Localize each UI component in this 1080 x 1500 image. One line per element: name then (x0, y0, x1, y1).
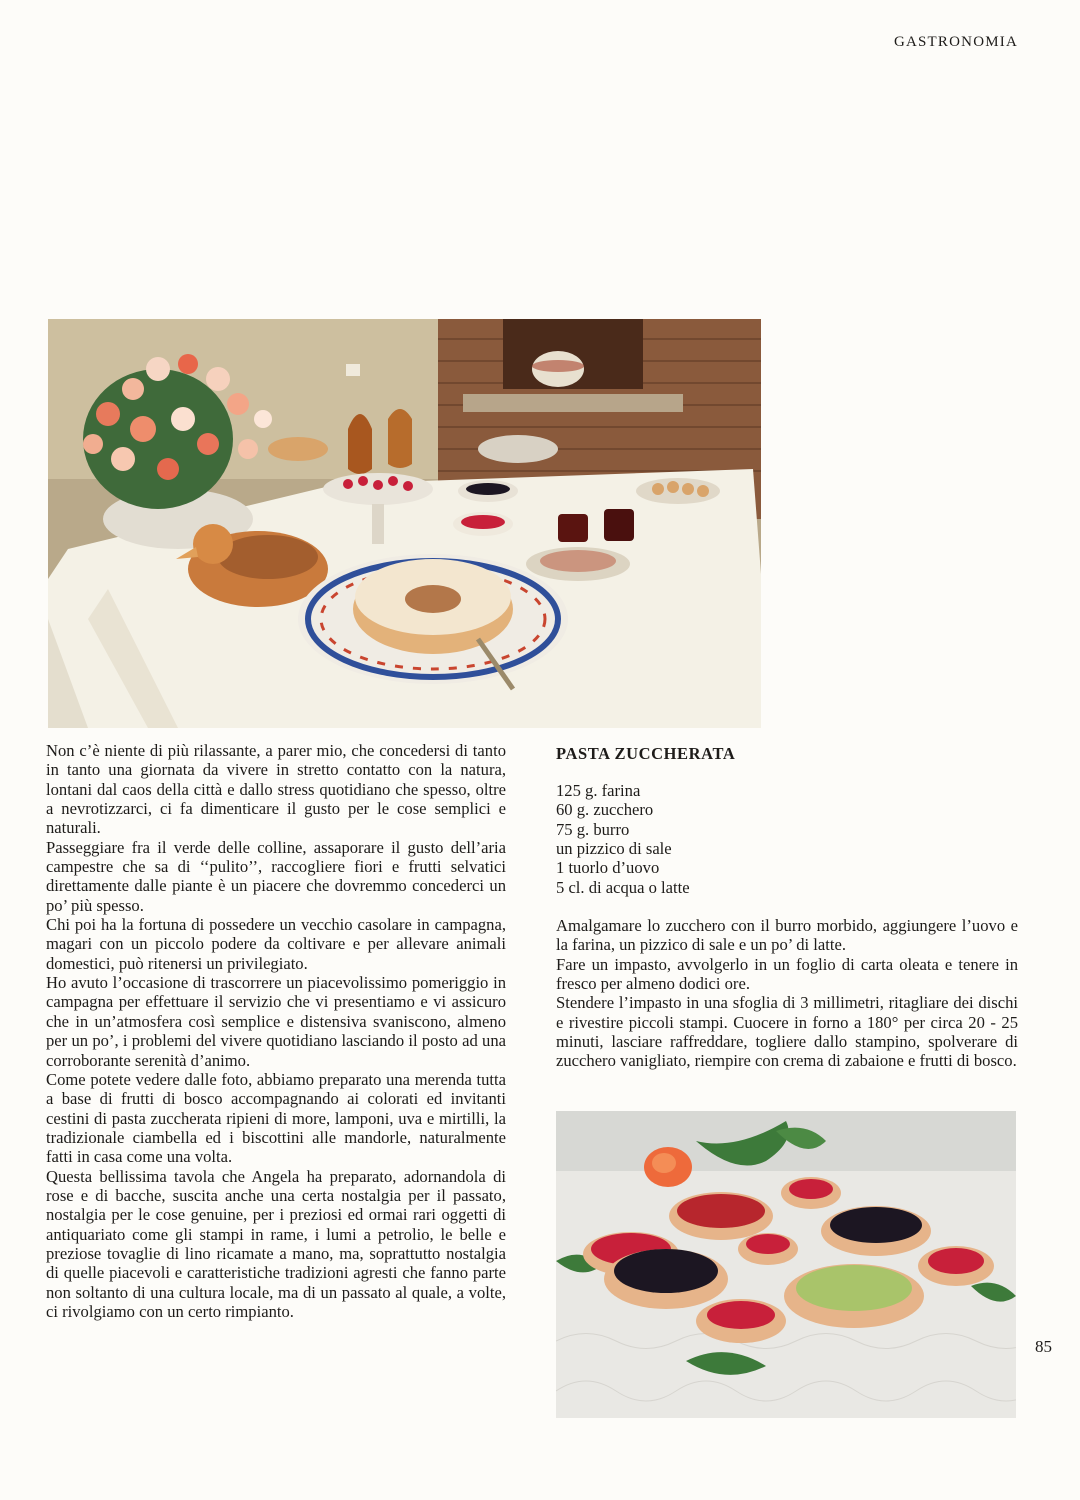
ingredient-item: 125 g. farina (556, 781, 641, 800)
article-paragraph: Chi poi ha la fortuna di possedere un vecchio casolare in campagna, magari con un piccolo podere da coltivare e per allevare animali domestici, può ritenersi un privilegiato. (46, 915, 506, 973)
recipe (556, 744, 1018, 1071)
article-paragraph: Non c’è niente di più rilassante, a parer mio, che concedersi di tanto in tanto una giornata da vivere in stretto contatto con la natura, lontani dal caos della città e dallo stress quotidiano che spesso, oltre a nevrotizzarci, ci fa dimenticare il gusto per le cose semplici e naturali. (46, 741, 506, 838)
article-body (46, 741, 506, 1321)
ingredient-item: 75 g. burro (556, 819, 630, 839)
instruction-step: Fare un impasto, avvolgerlo in un foglio di carta oleata e tenere in fresco per almeno dodici ore. (556, 954, 1018, 994)
section-title: GASTRONOMIA (893, 34, 1018, 50)
recipe-title: PASTA ZUCCHERATA (556, 744, 736, 763)
article-paragraph: Ho avuto l’occasione di trascorrere un piacevolissimo pomeriggio in campagna per effettuare il servizio che vi presentiamo e vi assicuro che in un’atmosfera così semplice e distensiva svaniscono, almeno per un po’, i problemi del vivere quotidiano lasciando il posto ad una corroborante serenità d’animo. (46, 973, 506, 1070)
instruction-step: Amalgamare lo zucchero con il burro morbido, aggiungere l’uovo e la farina, un pizzico di sale e un po’ di latte. (556, 916, 1018, 955)
ingredient-list (556, 781, 1018, 897)
article-paragraph: Passeggiare fra il verde delle colline, assaporare il gusto dell’aria campestre che sa di ‘‘pulito’’, raccogliere fiori e frutti selvatici direttamente dalle piante è un piacere che dovremmo concederci un po’ più spesso. (46, 837, 506, 915)
ingredient-item: 60 g. zucchero (556, 800, 654, 820)
page-number: 85 (1035, 1337, 1052, 1356)
article-paragraph: Come potete vedere dalle foto, abbiamo preparato una merenda tutta a base di frutti di bosco accompagnando ai colorati ed invitanti cestini di pasta zuccherata ripieni di more, lamponi, uva e mirtilli, la tradizionale ciambella ed i biscottini alle mandorle, naturalmente fatti in casa come una volta. (46, 1069, 506, 1167)
article-paragraph: Questa bellissima tavola che Angela ha preparato, adornandola di rose e di bacche, suscita anche una certa nostalgia per il passato, nostalgia per le cose genuine, per i preziosi ed ormai rari oggetti di antiquariato come gli stampi in rame, i lumi a petrolio, le belle e preziose tovaglie di lino ricamate a mano, ma, soprattutto nostalgia di quelle piacevoli e caratteristiche tradizioni agresti che fanno parte non soltanto di una cultura locale, ma di un passato al quale, a volte, ci rivolgiamo con un certo rimpianto. (46, 1166, 506, 1321)
ingredient-item: un pizzico di sale (556, 839, 672, 859)
ingredient-item: 1 tuorlo d’uovo (556, 858, 660, 878)
instruction-step: Stendere l’impasto in una sfoglia di 3 millimetri, ritagliare dei dischi e rivestire piccoli stampi. Cuocere in forno a 180° per circa 20 - 25 minuti, lasciare raffreddare, togliere dallo stampino, spolverare di zucchero vanigliato, riempire con crema di zabaione e frutti di bosco. (556, 993, 1018, 1071)
tart-photo-berry-tartlets (556, 1111, 1016, 1418)
main-photo-dessert-table (48, 319, 761, 728)
recipe-instructions (556, 916, 1018, 1071)
ingredient-item: 5 cl. di acqua o latte (556, 877, 690, 897)
